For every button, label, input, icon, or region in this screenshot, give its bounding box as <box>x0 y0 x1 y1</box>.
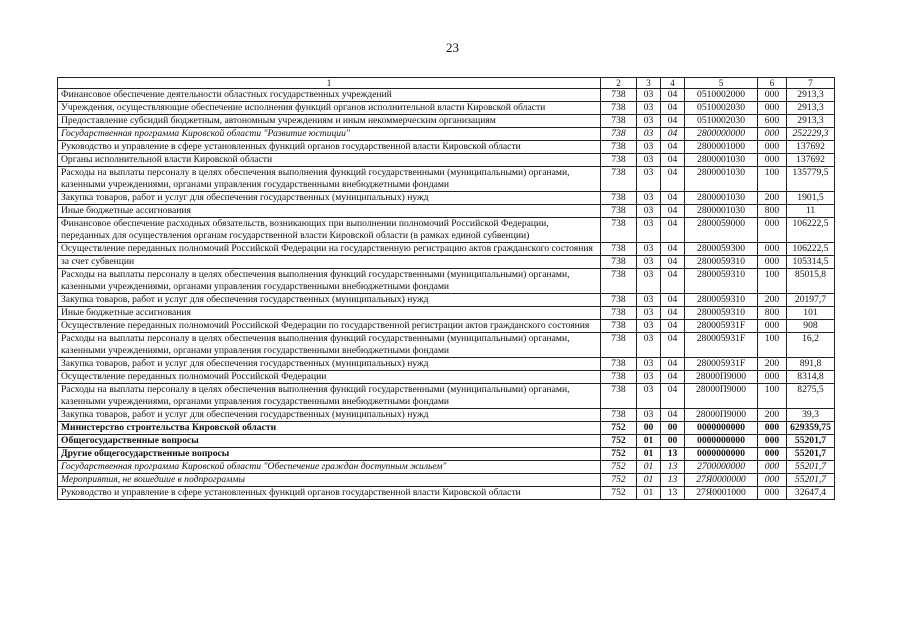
row-name-cell: Министерство строительства Кировской области <box>58 422 601 435</box>
row-target-article-cell: 2800059310 <box>685 294 758 307</box>
header-cell-2: 2 <box>601 78 637 89</box>
row-section-cell: 03 <box>637 358 661 371</box>
row-amount-cell: 32647,4 <box>787 487 835 500</box>
row-section-cell: 03 <box>637 294 661 307</box>
row-expense-type-cell: 100 <box>758 333 787 358</box>
row-target-article-cell: 28000П9000 <box>685 371 758 384</box>
row-expense-type-cell: 000 <box>758 422 787 435</box>
row-name-cell: Расходы на выплаты персоналу в целях обеспечения выполнения функций государственными (муниципальными) органами, казенными учреждениями, органами управления государственными внебюджетными фондами <box>58 167 601 192</box>
table-row <box>58 358 835 371</box>
table-row <box>58 243 835 256</box>
row-amount-cell: 8314,8 <box>787 371 835 384</box>
row-target-article-cell: 2800001030 <box>685 205 758 218</box>
row-subsection-cell: 04 <box>661 409 685 422</box>
row-name-cell: за счет субвенции <box>58 256 601 269</box>
row-target-article-cell: 2800059310 <box>685 307 758 320</box>
row-expense-type-cell: 000 <box>758 320 787 333</box>
row-target-article-cell: 0510002030 <box>685 115 758 128</box>
row-target-article-cell: 2800059000 <box>685 218 758 243</box>
row-target-article-cell: 2800001030 <box>685 154 758 167</box>
row-amount-cell: 137692 <box>787 141 835 154</box>
row-name-cell: Расходы на выплаты персоналу в целях обеспечения выполнения функций государственными (муниципальными) органами, казенными учреждениями, органами управления государственными внебюджетными фондами <box>58 333 601 358</box>
row-target-article-cell: 280005931F <box>685 320 758 333</box>
row-section-cell: 03 <box>637 167 661 192</box>
row-subsection-cell: 04 <box>661 154 685 167</box>
row-section-cell: 03 <box>637 307 661 320</box>
row-section-cell: 03 <box>637 192 661 205</box>
row-section-cell: 03 <box>637 409 661 422</box>
table-row <box>58 320 835 333</box>
table-row <box>58 422 835 435</box>
row-target-article-cell: 27Я0000000 <box>685 474 758 487</box>
row-section-cell: 03 <box>637 115 661 128</box>
row-subsection-cell: 04 <box>661 115 685 128</box>
table-row <box>58 167 835 192</box>
row-amount-cell: 101 <box>787 307 835 320</box>
page-number: 23 <box>446 40 459 55</box>
row-expense-type-cell: 100 <box>758 269 787 294</box>
row-name-cell: Финансовое обеспечение расходных обязательств, возникающих при выполнении полномочий Российской Федерации, переданных для осуществления органам государственной власти Кировской области (в рамках единой субвенции) <box>58 218 601 243</box>
table-row <box>58 333 835 358</box>
row-expense-type-cell: 800 <box>758 307 787 320</box>
row-expense-type-cell: 200 <box>758 294 787 307</box>
row-subsection-cell: 00 <box>661 435 685 448</box>
row-name-cell: Руководство и управление в сфере установленных функций органов государственной власти Кировской области <box>58 487 601 500</box>
row-target-article-cell: 280005931F <box>685 333 758 358</box>
row-subsection-cell: 13 <box>661 448 685 461</box>
table-row <box>58 102 835 115</box>
row-target-article-cell: 0000000000 <box>685 422 758 435</box>
row-code-cell: 738 <box>601 371 637 384</box>
row-section-cell: 01 <box>637 461 661 474</box>
row-section-cell: 03 <box>637 371 661 384</box>
row-section-cell: 03 <box>637 102 661 115</box>
row-code-cell: 738 <box>601 333 637 358</box>
row-target-article-cell: 2800000000 <box>685 128 758 141</box>
table-row <box>58 448 835 461</box>
row-subsection-cell: 13 <box>661 461 685 474</box>
row-name-cell: Закупка товаров, работ и услуг для обеспечения государственных (муниципальных) нужд <box>58 192 601 205</box>
row-amount-cell: 85015,8 <box>787 269 835 294</box>
table-row <box>58 128 835 141</box>
row-expense-type-cell: 000 <box>758 154 787 167</box>
row-section-cell: 03 <box>637 384 661 409</box>
row-amount-cell: 8275,5 <box>787 384 835 409</box>
table-row <box>58 435 835 448</box>
row-section-cell: 00 <box>637 422 661 435</box>
table-row <box>58 371 835 384</box>
row-section-cell: 03 <box>637 154 661 167</box>
row-amount-cell: 55201,7 <box>787 435 835 448</box>
row-amount-cell: 629359,75 <box>787 422 835 435</box>
row-expense-type-cell: 100 <box>758 167 787 192</box>
row-target-article-cell: 2800059310 <box>685 269 758 294</box>
table-row <box>58 154 835 167</box>
row-code-cell: 738 <box>601 269 637 294</box>
row-subsection-cell: 04 <box>661 307 685 320</box>
row-section-cell: 03 <box>637 256 661 269</box>
row-amount-cell: 891,8 <box>787 358 835 371</box>
row-code-cell: 738 <box>601 218 637 243</box>
row-code-cell: 738 <box>601 307 637 320</box>
row-target-article-cell: 28000П9000 <box>685 409 758 422</box>
row-section-cell: 01 <box>637 448 661 461</box>
row-name-cell: Общегосударственные вопросы <box>58 435 601 448</box>
header-cell-5: 5 <box>685 78 758 89</box>
row-expense-type-cell: 000 <box>758 243 787 256</box>
row-subsection-cell: 04 <box>661 141 685 154</box>
row-amount-cell: 11 <box>787 205 835 218</box>
row-code-cell: 738 <box>601 102 637 115</box>
row-subsection-cell: 13 <box>661 474 685 487</box>
row-subsection-cell: 04 <box>661 294 685 307</box>
header-cell-1: 1 <box>58 78 601 89</box>
row-name-cell: Расходы на выплаты персоналу в целях обеспечения выполнения функций государственными (муниципальными) органами, казенными учреждениями, органами управления государственными внебюджетными фондами <box>58 384 601 409</box>
row-target-article-cell: 0510002030 <box>685 102 758 115</box>
header-cell-3: 3 <box>637 78 661 89</box>
table-row <box>58 115 835 128</box>
row-amount-cell: 55201,7 <box>787 448 835 461</box>
row-amount-cell: 55201,7 <box>787 474 835 487</box>
budget-table <box>57 77 835 500</box>
row-code-cell: 738 <box>601 192 637 205</box>
row-subsection-cell: 04 <box>661 89 685 102</box>
row-name-cell: Закупка товаров, работ и услуг для обеспечения государственных (муниципальных) нужд <box>58 358 601 371</box>
row-target-article-cell: 28000П9000 <box>685 384 758 409</box>
row-subsection-cell: 04 <box>661 192 685 205</box>
row-expense-type-cell: 000 <box>758 371 787 384</box>
row-amount-cell: 135779,5 <box>787 167 835 192</box>
row-subsection-cell: 04 <box>661 128 685 141</box>
row-code-cell: 752 <box>601 448 637 461</box>
row-subsection-cell: 04 <box>661 320 685 333</box>
row-expense-type-cell: 600 <box>758 115 787 128</box>
row-section-cell: 03 <box>637 320 661 333</box>
row-code-cell: 752 <box>601 422 637 435</box>
table-row <box>58 192 835 205</box>
row-expense-type-cell: 000 <box>758 435 787 448</box>
row-target-article-cell: 280005931F <box>685 358 758 371</box>
row-code-cell: 752 <box>601 461 637 474</box>
row-expense-type-cell: 000 <box>758 474 787 487</box>
row-subsection-cell: 04 <box>661 205 685 218</box>
row-name-cell: Учреждения, осуществляющие обеспечение исполнения функций органов исполнительной власти Кировской области <box>58 102 601 115</box>
row-expense-type-cell: 000 <box>758 487 787 500</box>
table-row <box>58 218 835 243</box>
row-amount-cell: 106222,5 <box>787 243 835 256</box>
table-row <box>58 269 835 294</box>
row-target-article-cell: 2800059310 <box>685 256 758 269</box>
row-name-cell: Мероприятия, не вошедшие в подпрограммы <box>58 474 601 487</box>
row-section-cell: 03 <box>637 89 661 102</box>
row-amount-cell: 105314,5 <box>787 256 835 269</box>
row-target-article-cell: 0000000000 <box>685 448 758 461</box>
row-expense-type-cell: 000 <box>758 128 787 141</box>
row-expense-type-cell: 000 <box>758 448 787 461</box>
table-row <box>58 141 835 154</box>
row-amount-cell: 137692 <box>787 154 835 167</box>
row-amount-cell: 39,3 <box>787 409 835 422</box>
row-amount-cell: 55201,7 <box>787 461 835 474</box>
row-expense-type-cell: 000 <box>758 256 787 269</box>
row-amount-cell: 2913,3 <box>787 115 835 128</box>
row-expense-type-cell: 200 <box>758 409 787 422</box>
row-amount-cell: 16,2 <box>787 333 835 358</box>
header-cell-7: 7 <box>787 78 835 89</box>
row-code-cell: 738 <box>601 154 637 167</box>
table-row <box>58 461 835 474</box>
row-target-article-cell: 0000000000 <box>685 435 758 448</box>
row-target-article-cell: 0510002000 <box>685 89 758 102</box>
table-row <box>58 474 835 487</box>
table-row <box>58 307 835 320</box>
row-section-cell: 03 <box>637 218 661 243</box>
row-subsection-cell: 04 <box>661 384 685 409</box>
row-amount-cell: 106222,5 <box>787 218 835 243</box>
header-row <box>58 78 835 89</box>
row-subsection-cell: 04 <box>661 218 685 243</box>
row-subsection-cell: 04 <box>661 358 685 371</box>
row-code-cell: 738 <box>601 89 637 102</box>
row-subsection-cell: 04 <box>661 269 685 294</box>
row-section-cell: 03 <box>637 141 661 154</box>
row-code-cell: 752 <box>601 435 637 448</box>
row-code-cell: 738 <box>601 128 637 141</box>
row-code-cell: 738 <box>601 384 637 409</box>
row-amount-cell: 20197,7 <box>787 294 835 307</box>
row-section-cell: 03 <box>637 269 661 294</box>
table-row <box>58 256 835 269</box>
table-row <box>58 487 835 500</box>
row-expense-type-cell: 200 <box>758 358 787 371</box>
row-expense-type-cell: 100 <box>758 384 787 409</box>
row-section-cell: 03 <box>637 243 661 256</box>
row-amount-cell: 2913,3 <box>787 89 835 102</box>
row-name-cell: Финансовое обеспечение деятельности областных государственных учреждений <box>58 89 601 102</box>
row-code-cell: 738 <box>601 409 637 422</box>
row-section-cell: 03 <box>637 333 661 358</box>
row-target-article-cell: 2800059300 <box>685 243 758 256</box>
row-subsection-cell: 04 <box>661 256 685 269</box>
table-row <box>58 89 835 102</box>
row-subsection-cell: 04 <box>661 102 685 115</box>
row-section-cell: 01 <box>637 487 661 500</box>
row-section-cell: 01 <box>637 474 661 487</box>
row-name-cell: Осуществление переданных полномочий Российской Федерации <box>58 371 601 384</box>
row-subsection-cell: 04 <box>661 243 685 256</box>
row-code-cell: 752 <box>601 474 637 487</box>
row-name-cell: Закупка товаров, работ и услуг для обеспечения государственных (муниципальных) нужд <box>58 409 601 422</box>
row-amount-cell: 1901,5 <box>787 192 835 205</box>
row-amount-cell: 908 <box>787 320 835 333</box>
row-name-cell: Закупка товаров, работ и услуг для обеспечения государственных (муниципальных) нужд <box>58 294 601 307</box>
table-row <box>58 384 835 409</box>
row-name-cell: Иные бюджетные ассигнования <box>58 205 601 218</box>
row-code-cell: 738 <box>601 256 637 269</box>
row-code-cell: 738 <box>601 167 637 192</box>
row-name-cell: Предоставление субсидий бюджетным, автономным учреждениям и иным некоммерческим организациям <box>58 115 601 128</box>
row-expense-type-cell: 000 <box>758 141 787 154</box>
table-row <box>58 409 835 422</box>
row-expense-type-cell: 000 <box>758 218 787 243</box>
row-amount-cell: 2913,3 <box>787 102 835 115</box>
row-section-cell: 01 <box>637 435 661 448</box>
row-target-article-cell: 27Я0001000 <box>685 487 758 500</box>
row-target-article-cell: 2800001000 <box>685 141 758 154</box>
row-name-cell: Другие общегосударственные вопросы <box>58 448 601 461</box>
row-name-cell: Осуществление переданных полномочий Российской Федерации на государственную регистрацию актов гражданского состояния <box>58 243 601 256</box>
row-expense-type-cell: 000 <box>758 102 787 115</box>
row-code-cell: 738 <box>601 320 637 333</box>
row-name-cell: Государственная программа Кировской области "Обеспечение граждан доступным жильем" <box>58 461 601 474</box>
row-code-cell: 738 <box>601 205 637 218</box>
row-target-article-cell: 2700000000 <box>685 461 758 474</box>
row-name-cell: Расходы на выплаты персоналу в целях обеспечения выполнения функций государственными (муниципальными) органами, казенными учреждениями, органами управления государственными внебюджетными фондами <box>58 269 601 294</box>
row-code-cell: 738 <box>601 294 637 307</box>
row-target-article-cell: 2800001030 <box>685 192 758 205</box>
header-cell-4: 4 <box>661 78 685 89</box>
row-name-cell: Органы исполнительной власти Кировской области <box>58 154 601 167</box>
row-code-cell: 738 <box>601 243 637 256</box>
row-subsection-cell: 00 <box>661 422 685 435</box>
table-row <box>58 294 835 307</box>
row-name-cell: Иные бюджетные ассигнования <box>58 307 601 320</box>
row-subsection-cell: 04 <box>661 333 685 358</box>
row-target-article-cell: 2800001030 <box>685 167 758 192</box>
row-expense-type-cell: 200 <box>758 192 787 205</box>
row-section-cell: 03 <box>637 205 661 218</box>
header-cell-6: 6 <box>758 78 787 89</box>
row-expense-type-cell: 800 <box>758 205 787 218</box>
table-row <box>58 205 835 218</box>
row-section-cell: 03 <box>637 128 661 141</box>
row-name-cell: Государственная программа Кировской области "Развитие юстиции" <box>58 128 601 141</box>
row-code-cell: 738 <box>601 115 637 128</box>
row-expense-type-cell: 000 <box>758 461 787 474</box>
row-name-cell: Осуществление переданных полномочий Российской Федерации по государственной регистрации актов гражданского состояния <box>58 320 601 333</box>
row-subsection-cell: 04 <box>661 167 685 192</box>
row-code-cell: 752 <box>601 487 637 500</box>
row-subsection-cell: 13 <box>661 487 685 500</box>
row-expense-type-cell: 000 <box>758 89 787 102</box>
row-code-cell: 738 <box>601 141 637 154</box>
row-name-cell: Руководство и управление в сфере установленных функций органов государственной власти Кировской области <box>58 141 601 154</box>
row-amount-cell: 252229,3 <box>787 128 835 141</box>
row-subsection-cell: 04 <box>661 371 685 384</box>
row-code-cell: 738 <box>601 358 637 371</box>
